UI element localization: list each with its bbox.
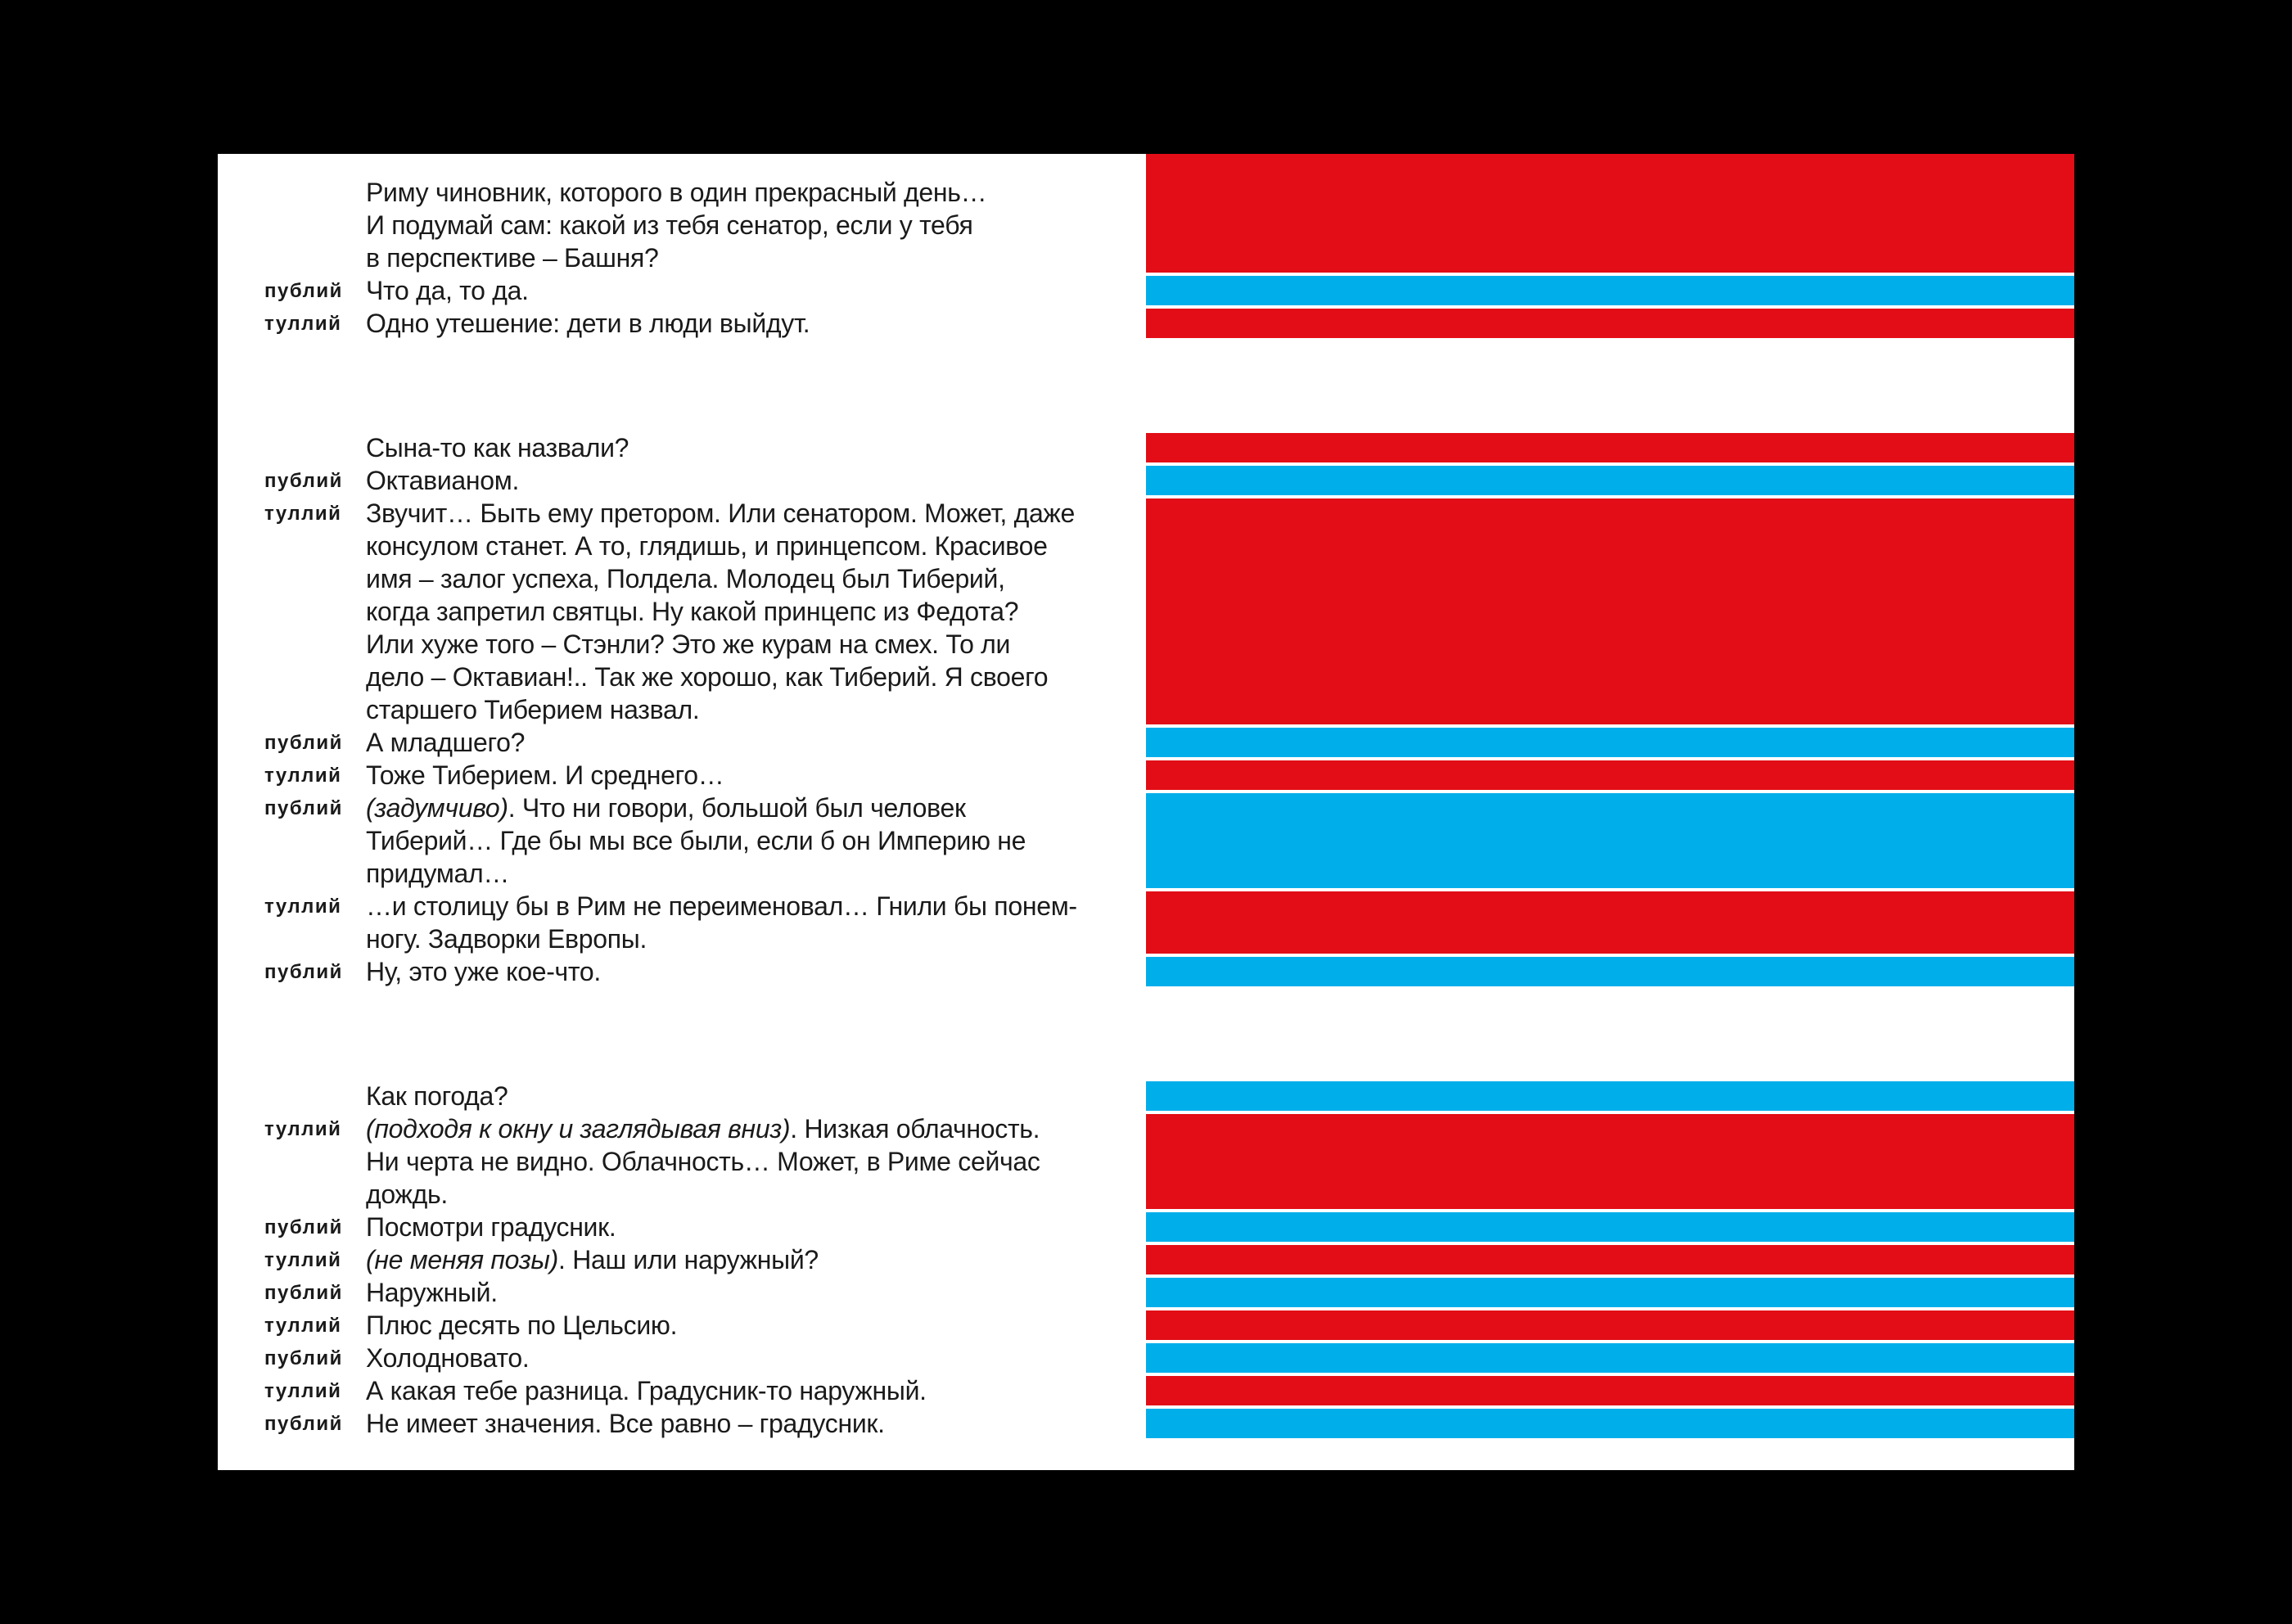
- dialogue-line: Сына-то как назвали?: [366, 433, 629, 462]
- speaker-label: публий: [264, 1216, 343, 1238]
- dialogue-line: Тоже Тиберием. И среднего…: [366, 760, 724, 790]
- stage-direction: (подходя к окну и заглядывая вниз): [366, 1114, 791, 1144]
- dialogue-line: Ни черта не видно. Облачность… Может, в Риме сейчас: [366, 1147, 1040, 1176]
- speaker-label: публий: [264, 732, 343, 754]
- dialogue-line: Звучит… Быть ему претором. Или сенатором. Может, даже: [366, 498, 1076, 528]
- speech: [218, 1342, 2074, 1374]
- speech-color-bar-blue: [1146, 728, 2074, 757]
- page: [218, 154, 2074, 1470]
- dialogue-line: И подумай сам: какой из тебя сенатор, если у тебя: [366, 210, 973, 240]
- speech: [218, 759, 2074, 792]
- speaker-label: туллий: [264, 895, 342, 918]
- speaker-label: публий: [264, 961, 343, 983]
- speech-color-bar-blue: [1146, 276, 2074, 305]
- dialogue-line: …и столицу бы в Рим не переименовал… Гнили бы понем-: [366, 891, 1077, 921]
- speaker-label: туллий: [264, 1380, 342, 1402]
- speech-color-bar-red: [1146, 1245, 2074, 1274]
- speech-color-bar-blue: [1146, 1278, 2074, 1307]
- speech: [218, 464, 2074, 497]
- dialogue-line: старшего Тиберием назвал.: [366, 695, 700, 724]
- speech: [218, 1309, 2074, 1342]
- speaker-label: публий: [264, 797, 343, 819]
- speech: [218, 274, 2074, 307]
- dialogue-line: Октавианом.: [366, 466, 520, 495]
- dialogue-line: (задумчиво). Что ни говори, большой был человек: [366, 793, 966, 823]
- dialogue-line: Как погода?: [366, 1081, 508, 1111]
- dialogue-line: Или хуже того – Стэнли? Это же курам на смех. То ли: [366, 629, 1011, 659]
- dialogue-line: Плюс десять по Цельсию.: [366, 1310, 678, 1340]
- dialogue-line: Наружный.: [366, 1278, 498, 1307]
- dialogue-line: консулом станет. А то, глядишь, и принцепсом. Красивое: [366, 531, 1048, 561]
- speech: [218, 497, 2074, 726]
- dialogue-line: в перспективе – Башня?: [366, 243, 659, 273]
- dialogue-line: Что да, то да.: [366, 276, 529, 305]
- speaker-label: публий: [264, 280, 343, 302]
- speech-color-bar-red: [1146, 1376, 2074, 1405]
- speech-color-bar-red: [1146, 1310, 2074, 1340]
- speech-color-bar-blue: [1146, 793, 2074, 888]
- dialogue-line: Риму чиновник, которого в один прекрасный день…: [366, 178, 987, 207]
- speech: [218, 431, 2074, 464]
- speech: [218, 726, 2074, 759]
- speech: [218, 1374, 2074, 1407]
- dialogue-line: дело – Октавиан!.. Так же хорошо, как Тиберий. Я своего: [366, 662, 1049, 692]
- dialogue-section-1: [218, 176, 2074, 340]
- speech: [218, 1407, 2074, 1440]
- speech-color-bar-red: [1146, 1114, 2074, 1209]
- speech-color-bar-blue: [1146, 1409, 2074, 1438]
- dialogue-line: Холодновато.: [366, 1343, 530, 1373]
- speaker-label: туллий: [264, 765, 342, 787]
- dialogue-line: ногу. Задворки Европы.: [366, 924, 647, 954]
- speech-color-bar-red: [1146, 154, 2074, 273]
- dialogue-line: Посмотри градусник.: [366, 1212, 616, 1242]
- dialogue-line: (не меняя позы). Наш или наружный?: [366, 1245, 819, 1274]
- stage-direction: (задумчиво): [366, 793, 508, 823]
- stage-direction: (не меняя позы): [366, 1245, 559, 1274]
- speech-color-bar-blue: [1146, 1081, 2074, 1111]
- speaker-label: туллий: [264, 503, 342, 525]
- dialogue-line: когда запретил святцы. Ну какой принцепс из Федота?: [366, 597, 1019, 626]
- dialogue-line: дождь.: [366, 1180, 448, 1209]
- dialogue-line: придумал…: [366, 859, 510, 888]
- speech: [218, 1211, 2074, 1243]
- speech: [218, 792, 2074, 890]
- speaker-label: туллий: [264, 1118, 342, 1140]
- dialogue-line: имя – залог успеха, Полдела. Молодец был Тиберий,: [366, 564, 1005, 593]
- speaker-label: публий: [264, 1347, 343, 1369]
- speech-color-bar-blue: [1146, 957, 2074, 986]
- speaker-label: публий: [264, 470, 343, 492]
- speech: [218, 176, 2074, 274]
- speaker-label: туллий: [264, 1315, 342, 1337]
- speech-color-bar-red: [1146, 433, 2074, 462]
- dialogue-line: (подходя к окну и заглядывая вниз). Низкая облачность.: [366, 1114, 1040, 1144]
- speech: [218, 1112, 2074, 1211]
- speech: [218, 1080, 2074, 1112]
- dialogue-line: Одно утешение: дети в люди выйдут.: [366, 309, 810, 338]
- speech-color-bar-red: [1146, 891, 2074, 954]
- dialogue-line: Ну, это уже кое-что.: [366, 957, 602, 986]
- dialogue-section-3: [218, 1080, 2074, 1440]
- dialogue-line: А какая тебе разница. Градусник-то наружный.: [366, 1376, 927, 1405]
- speech-color-bar-blue: [1146, 466, 2074, 495]
- speech-color-bar-red: [1146, 760, 2074, 790]
- speaker-label: публий: [264, 1413, 343, 1435]
- dialogue-section-2: [218, 431, 2074, 988]
- speech: [218, 955, 2074, 988]
- speech: [218, 890, 2074, 955]
- dialogue-line: Не имеет значения. Все равно – градусник.: [366, 1409, 885, 1438]
- speaker-label: туллий: [264, 1249, 342, 1271]
- speech: [218, 307, 2074, 340]
- speech-color-bar-red: [1146, 309, 2074, 338]
- dialogue-line: Тиберий… Где бы мы все были, если б он Империю не: [366, 826, 1026, 855]
- speech-color-bar-blue: [1146, 1212, 2074, 1242]
- speech: [218, 1243, 2074, 1276]
- speech-color-bar-red: [1146, 498, 2074, 724]
- dialogue-line: А младшего?: [366, 728, 526, 757]
- speaker-label: публий: [264, 1282, 343, 1304]
- speech-color-bar-blue: [1146, 1343, 2074, 1373]
- speaker-label: туллий: [264, 313, 342, 335]
- speech: [218, 1276, 2074, 1309]
